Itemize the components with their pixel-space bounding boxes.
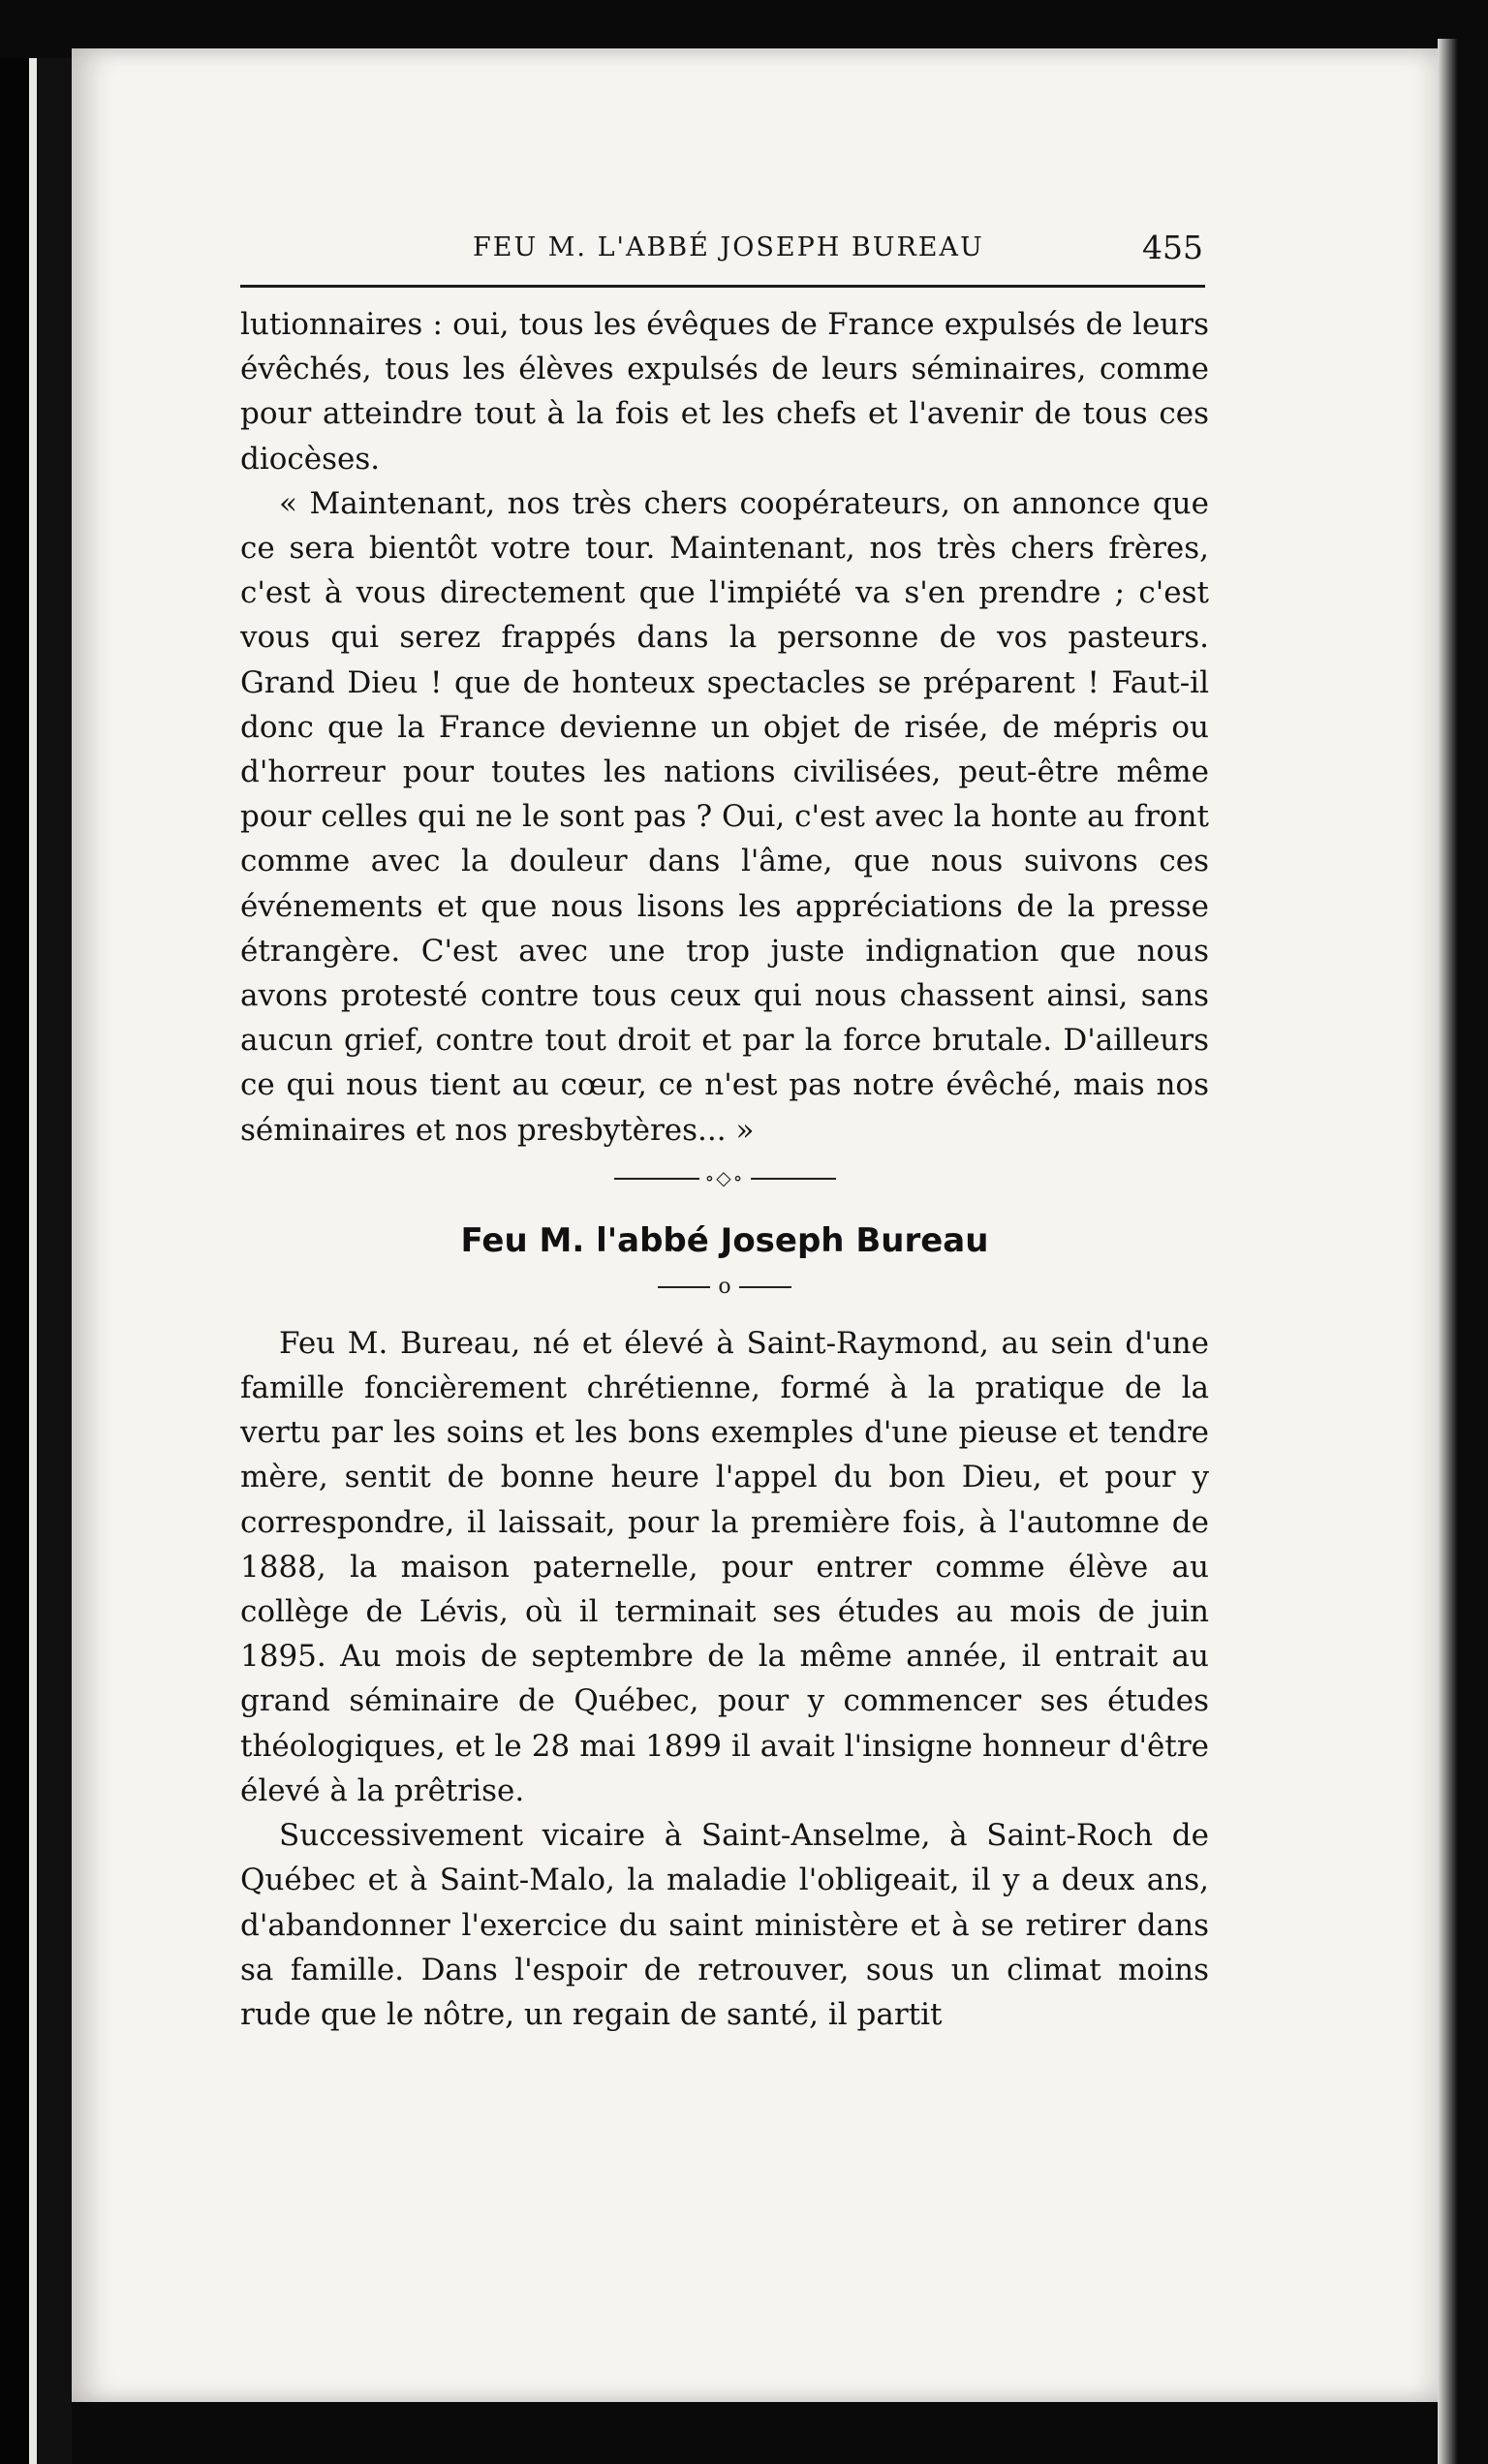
ornament-glyph: ∘◇∘ [704, 1165, 745, 1189]
paragraph: Successivement vicaire à Saint-Anselme, à Saint-Roch de Québec et à Saint-Malo, la maladie l'obligeait, il y a deux ans, d'abandonner l'exercice du saint ministère et à se retirer dans sa famille. Dans l'espoir de retrouver, sous un climat moins rude que le nôtre, un regain de santé, il partit [240, 1818, 1209, 2032]
book-gutter [0, 58, 72, 2464]
page-header [240, 225, 1205, 283]
rule-line-left [658, 1286, 710, 1288]
running-head: FEU M. L'ABBÉ JOSEPH BUREAU [473, 232, 984, 262]
paragraph: Feu M. Bureau, né et élevé à Saint-Raymond, au sein d'une famille foncièrement chrétienne, formé à la pratique de la vertu par les soins et les bons exemples d'une pieuse et tendre mère, sentit de bonne heure l'appel du bon Dieu, et pour y correspondre, il laissait, pour la première fois, à l'automne de 1888, la maison paternelle, pour entrer comme élève au collège de Lévis, où il terminait ses études au mois de juin 1895. Au mois de septembre de la même année, il entrait au grand séminaire de Québec, pour y commencer ses études théologiques, et le 28 mai 1899 il avait l'insigne honneur d'être élevé à la prêtrise. [240, 1325, 1209, 1808]
rule-line-right [739, 1286, 791, 1288]
body-text [240, 302, 1209, 2037]
header-rule [240, 285, 1205, 288]
page-edge [1438, 39, 1488, 2464]
section-rule [240, 1275, 1209, 1300]
paragraph: « Maintenant, nos très chers coopérateurs, on annonce que ce sera bientôt votre tour. Maintenant, nos très chers frères, c'est à vous directement que l'impiété va s'en prendre ; c'est vous qui serez frappés dans la personne de vos pasteurs. Grand Dieu ! que de honteux spectacles se préparent ! Faut-il donc que la France devienne un objet de risée, de mépris ou d'horreur pour toutes les nations civilisées, peut-être même pour celles qui ne le sont pas ? Oui, c'est avec la honte au front comme avec la douleur dans l'âme, que nous suivons ces événements et que nous lisons les appréciations de la presse étrangère. C'est avec une trop juste indignation que nous avons protesté contre tous ceux qui nous chassent ainsi, sans aucun grief, contre tout droit et par la force brutale. D'ailleurs ce qui nous tient au cœur, ce n'est pas notre évêché, mais nos séminaires et nos presbytères... » [240, 485, 1209, 1148]
paragraph: lutionnaires : oui, tous les évêques de France expulsés de leurs évêchés, tous les élèves expulsés de leurs séminaires, comme pour atteindre tout à la fois et les chefs et l'avenir de tous ces diocèses. [240, 307, 1209, 477]
ornament-line-right [751, 1178, 836, 1180]
rule-glyph: o [718, 1274, 731, 1299]
section-title: Feu M. l'abbé Joseph Bureau [460, 1220, 989, 1260]
section-ornament [240, 1162, 1209, 1193]
page-number: 455 [1142, 229, 1203, 266]
ornament-line-left [614, 1178, 699, 1180]
